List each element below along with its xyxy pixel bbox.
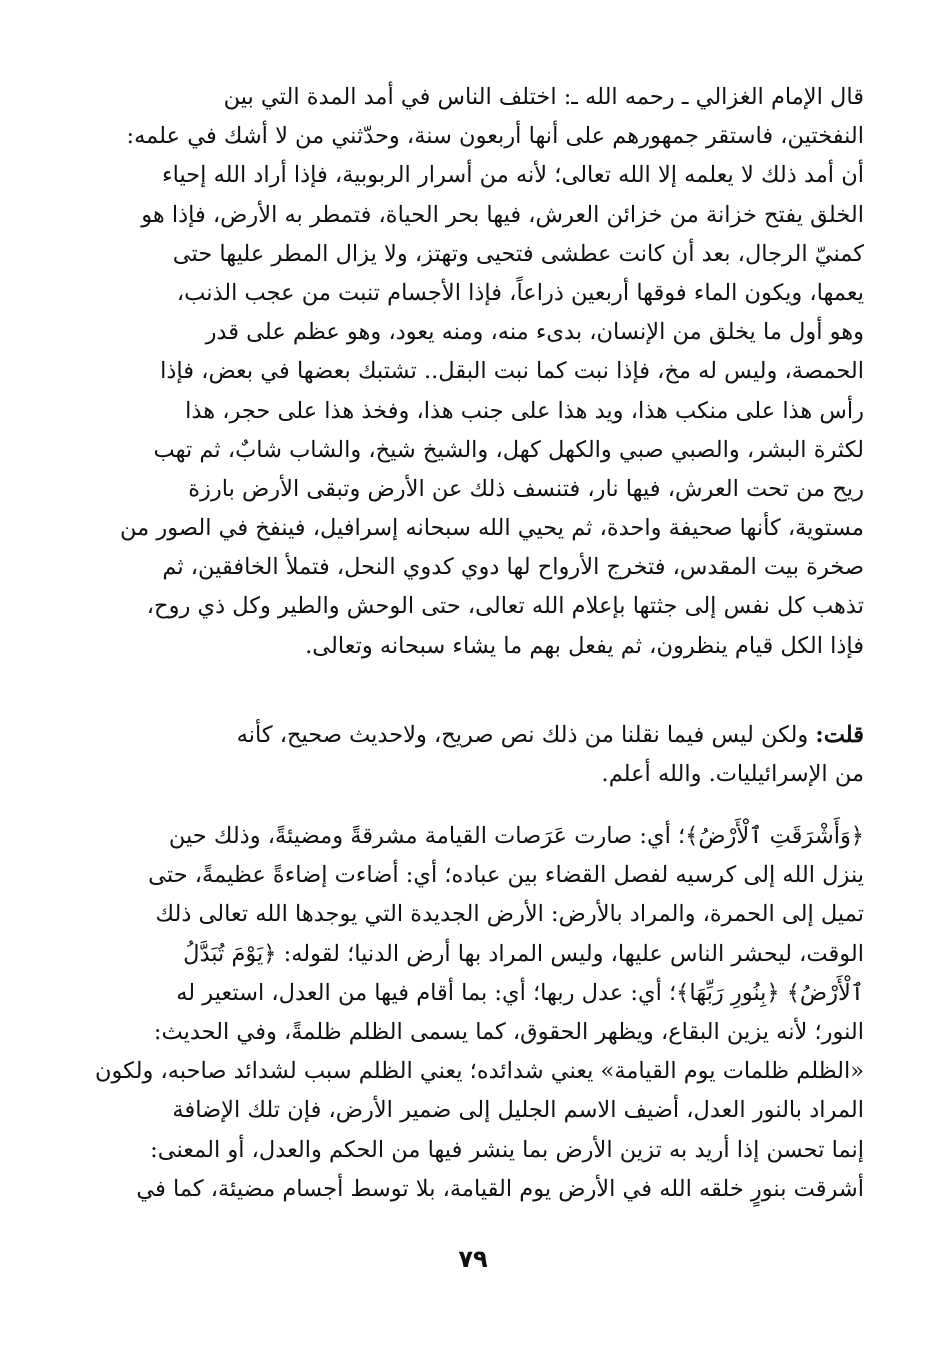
text-line: النور؛ لأنه يزين البقاع، ويظهر الحقوق، كما يسمى الظلم ظلمةً، وفي الحديث:	[153, 1018, 864, 1045]
text-line: قال الإمام الغزالي ـ رحمه الله ـ: اختلف الناس في أمد المدة التي بين	[223, 84, 864, 110]
text-line: ﴿وَأَشْرَقَتِ ٱلْأَرْضُ﴾؛ أي: صارت عَرَصات القيامة مشرقةً ومضيئةً، وذلك حين	[168, 823, 864, 849]
text-line: كمنيّ الرجال، بعد أن كانت عطشى فتحيى وتهتز، ولا يزال المطر عليها حتى	[172, 240, 864, 267]
text-line: الحمصة، وليس له مخ، فإذا نبت كما نبت البقل.. تشتبك بعضها في بعض، فإذا	[160, 358, 864, 385]
text-line: من الإسرائيليات. والله أعلم.	[601, 761, 864, 788]
text-line: أشرقت بنورٍ خلقه الله في الأرض يوم القيامة، بلا توسط أجسام مضيئة، كما في	[136, 1175, 864, 1202]
comment-lead-word: قلت:	[815, 722, 864, 748]
text-line: تميل إلى الحمرة، والمراد بالأرض: الأرض الجديدة التي يوجدها الله تعالى ذلك	[155, 901, 864, 928]
text-line: لكثرة البشر، والصبي صبي والكهل كهل، والشيخ شيخ، والشاب شابٌ، ثم تهب	[153, 436, 864, 463]
text-line: ينزل الله إلى كرسيه لفصل القضاء بين عباده؛ أي: أضاءت إضاءةً عظيمةً، حتى	[148, 862, 864, 889]
text-line-rest: ولكن ليس فيما نقلنا من ذلك نص صريح، ولاحديث صحيح، كأنه	[236, 722, 816, 748]
text-line: وهو أول ما يخلق من الإنسان، بدىء منه، ومنه يعود، وهو عظم على قدر	[205, 319, 864, 346]
text-line: «الظلم ظلمات يوم القيامة» يعني شدائده؛ يعني الظلم سبب لشدائد صاحبه، ولكون	[95, 1058, 864, 1085]
text-line: الخلق يفتح خزانة من خزائن العرش، فيها بحر الحياة، فتمطر به الأرض، فإذا هو	[141, 201, 864, 228]
text-line: أن أمد ذلك لا يعلمه إلا الله تعالى؛ لأنه من أسرار الربوبية، فإذا أراد الله إحياء	[162, 162, 864, 189]
paragraph-ghazali-quote	[84, 78, 864, 666]
text-line: صخرة بيت المقدس، فتخرج الأرواح لها دوي كدوي النحل، فتملأ الخافقين، ثم	[162, 554, 864, 581]
paragraph-tafsir	[84, 817, 864, 1209]
text-line: فإذا الكل قيام ينظرون، ثم يفعل بهم ما يشاء سبحانه وتعالى.	[305, 632, 864, 659]
text-line	[84, 716, 864, 755]
text-line: النفختين، فاستقر جمهورهم على أنها أربعون سنة، وحدّثني من لا أشك في علمه:	[126, 123, 864, 150]
text-line: مستوية، كأنها صحيفة واحدة، ثم يحيي الله سبحانه إسرافيل، فينفخ في الصور من	[120, 515, 864, 542]
text-line: ريح من تحت العرش، فيها نار، فتنسف ذلك عن الأرض وتبقى الأرض بارزة	[188, 475, 864, 502]
paragraph-author-comment	[84, 716, 864, 794]
text-line: رأس هذا على منكب هذا، ويد هذا على جنب هذا، وفخذ هذا على حجر، هذا	[185, 397, 864, 424]
page-number: ٧٩	[458, 1245, 488, 1273]
text-line: يعمها، ويكون الماء فوقها أربعين ذراعاً، فإذا الأجسام تنبت من عجب الذنب،	[176, 279, 864, 306]
text-line: الوقت، ليحشر الناس عليها، وليس المراد بها أرض الدنيا؛ لقوله: ﴿يَوْمَ تُبَدَّلُ	[183, 940, 864, 967]
text-line: ٱلْأَرْضُ﴾ ﴿بِنُورِ رَبِّهَا﴾؛ أي: عدل ربها؛ أي: بما أقام فيها من العدل، استعير له	[176, 979, 864, 1006]
text-line: تذهب كل نفس إلى جثتها بإعلام الله تعالى، حتى الوحش والطير وكل ذي روح،	[146, 593, 864, 620]
text-line: إنما تحسن إذا أريد به تزين الأرض بما ينشر فيها من الحكم والعدل، أو المعنى:	[150, 1136, 864, 1163]
text-line: المراد بالنور العدل، أضيف الاسم الجليل إلى ضمير الأرض، فإن تلك الإضافة	[172, 1097, 864, 1124]
